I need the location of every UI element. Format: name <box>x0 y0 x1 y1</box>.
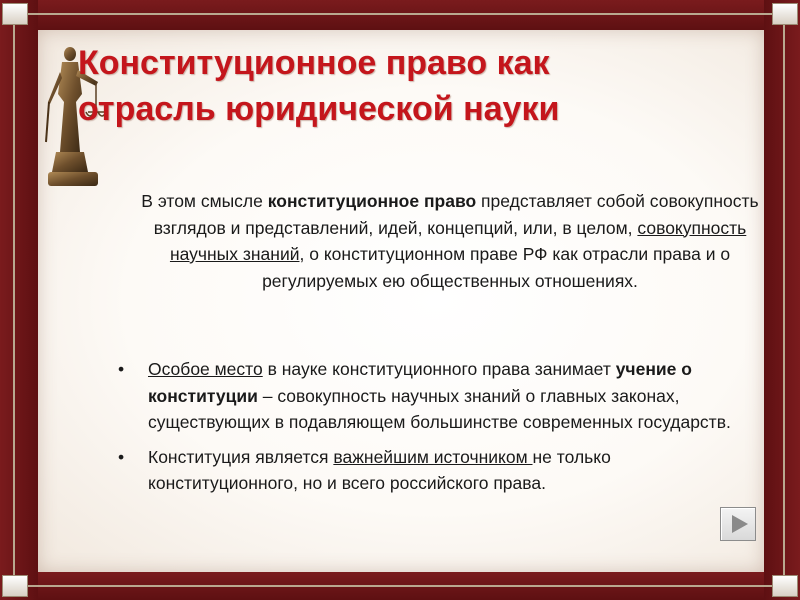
slide-title <box>78 40 718 132</box>
play-arrow-icon <box>732 515 748 533</box>
bullet-list <box>116 356 756 505</box>
bullet-underlined-term: Особое место <box>148 359 263 379</box>
bullet-item <box>116 444 756 497</box>
intro-paragraph <box>140 188 760 294</box>
frame-corner-tl <box>2 3 28 25</box>
intro-text: , о конституционном праве РФ как отрасли права и о регулируемых ею общественных отношениях. <box>262 244 731 291</box>
bullet-item <box>116 356 756 436</box>
title-line-2: отрасль юридической науки <box>78 90 560 128</box>
frame-line-bottom <box>28 585 772 587</box>
bullet-underlined-term: важнейшим источником <box>333 446 533 467</box>
frame-right <box>764 0 800 600</box>
bullet-bold-term: учение о конституции <box>148 359 692 406</box>
frame-line-left <box>13 24 15 576</box>
frame-corner-br <box>772 575 798 597</box>
frame-left <box>0 0 38 600</box>
bullet-text: не только конституционного, но и всего российского права. <box>148 446 611 493</box>
intro-text: В этом смысле <box>141 191 268 211</box>
next-slide-button[interactable] <box>720 507 756 541</box>
frame-corner-tr <box>772 3 798 25</box>
bullet-text: Конституция является <box>148 446 334 467</box>
intro-underlined-term: совокупность научных знаний <box>169 217 747 264</box>
bullet-marker: • <box>118 359 125 379</box>
title-line-1: Конституционное право как <box>78 44 550 82</box>
intro-text: представляет собой совокупность взглядов и представлений, идей, концепций, или, в целом, <box>153 191 759 238</box>
frame-line-right <box>783 24 785 576</box>
frame-corner-bl <box>2 575 28 597</box>
bullet-text: – совокупность научных знаний о главных законах, существующих в подавляющем большинстве современных государств. <box>148 385 731 432</box>
bullet-text: в науке конституционного права занимает <box>262 359 616 379</box>
frame-top <box>0 0 800 30</box>
frame-line-top <box>28 13 772 15</box>
intro-bold-term: конституционное право <box>267 191 477 211</box>
bullet-marker: • <box>118 446 125 467</box>
